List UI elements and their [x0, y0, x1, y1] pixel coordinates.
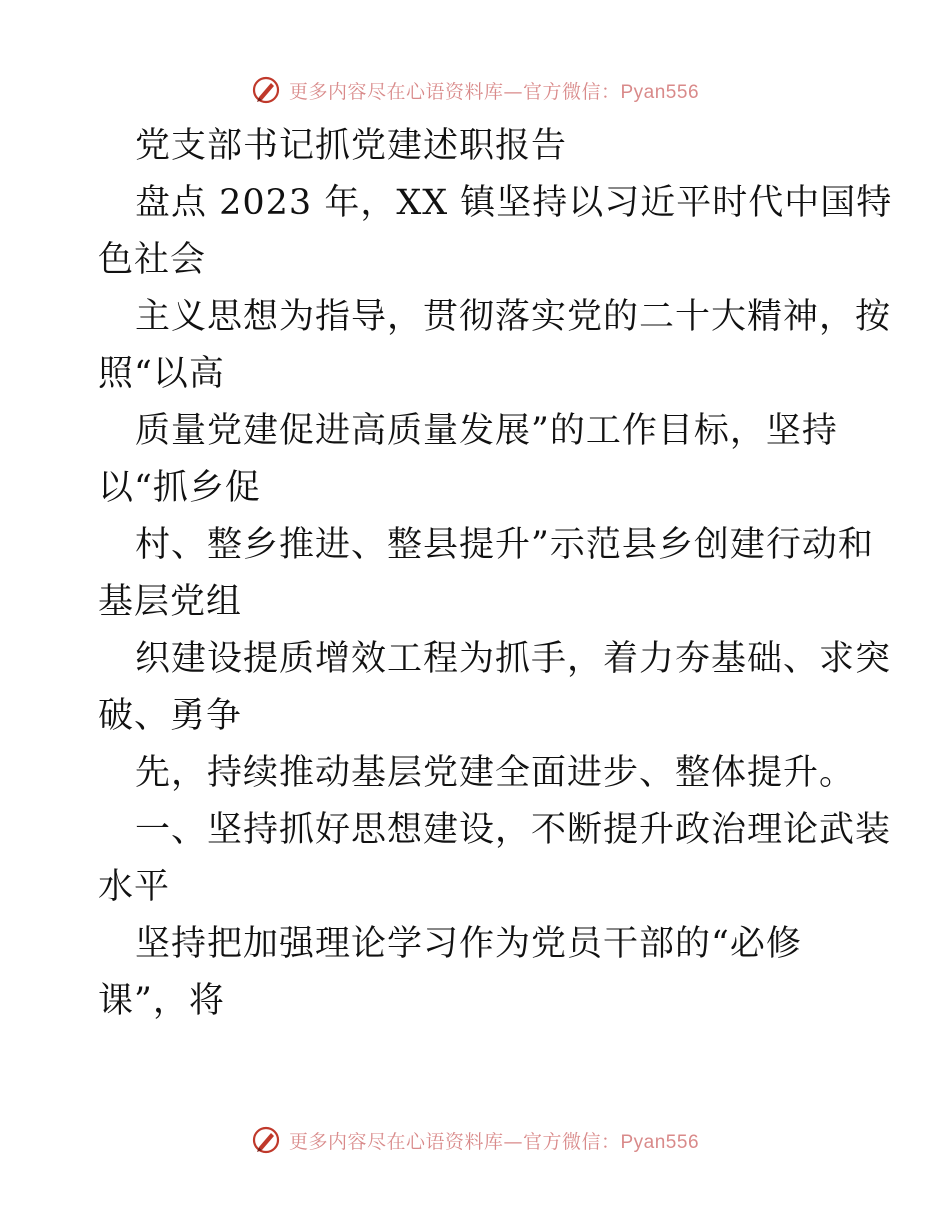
- paragraph-line: 一、坚持抓好思想建设，不断提升政治理论武装: [135, 810, 892, 850]
- watermark-text: 更多内容尽在心语资料库—官方微信：Pyan556: [288, 1130, 700, 1153]
- paragraph-line: 色社会: [98, 240, 207, 280]
- paragraph-line: 先，持续推动基层党建全面进步、整体提升。: [135, 753, 856, 793]
- paragraph-line: 破、勇争: [98, 696, 243, 736]
- watermark-wechat-id: Pyan556: [620, 81, 700, 103]
- watermark-wechat-id: Pyan556: [620, 1131, 700, 1153]
- pen-logo-icon: [251, 75, 281, 105]
- header-watermark: [0, 72, 950, 108]
- paragraph-line: 坚持把加强理论学习作为党员干部的“必修: [135, 924, 802, 964]
- paragraph-line: 课”，将: [98, 981, 225, 1021]
- document-body: [98, 118, 893, 1030]
- paragraph-line: 织建设提质增效工程为抓手，着力夯基础、求突: [135, 639, 892, 679]
- paragraph-line: 主义思想为指导，贯彻落实党的二十大精神，按: [135, 297, 892, 337]
- paragraph-line: 村、整乡推进、整县提升”示范县乡创建行动和: [135, 525, 874, 565]
- paragraph-line: 质量党建促进高质量发展”的工作目标，坚持: [135, 411, 838, 451]
- document-title: 党支部书记抓党建述职报告: [135, 126, 568, 166]
- pen-logo-icon: [251, 1125, 281, 1155]
- paragraph-line: 照“以高: [98, 354, 225, 394]
- paragraph-line: 以“抓乡促: [98, 468, 261, 508]
- paragraph-line: 基层党组: [98, 582, 243, 622]
- footer-watermark: [0, 1122, 950, 1158]
- watermark-text: 更多内容尽在心语资料库—官方微信：Pyan556: [288, 80, 700, 103]
- paragraph-line: 水平: [98, 867, 171, 907]
- paragraph-line: 盘点 2023 年，XX 镇坚持以习近平时代中国特: [135, 183, 893, 223]
